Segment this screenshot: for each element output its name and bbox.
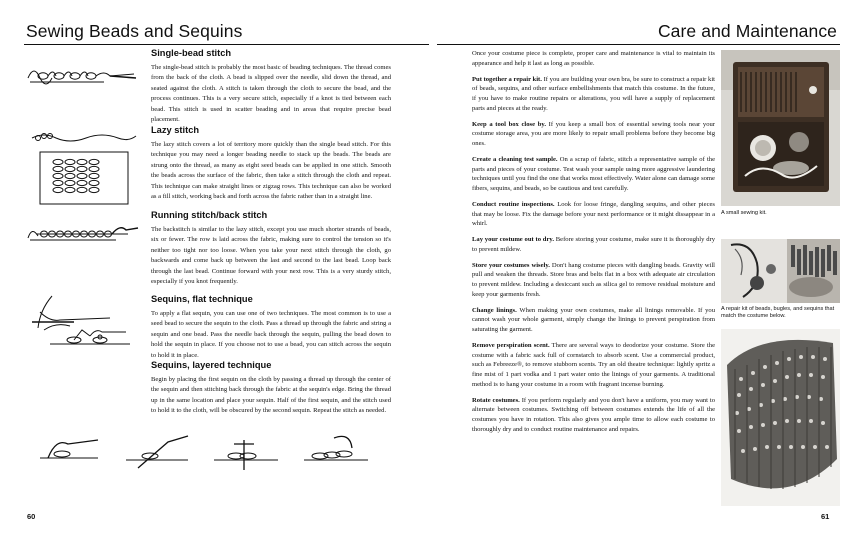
tip-paragraph [472, 341, 715, 390]
tip-lead: Change linings. [472, 306, 517, 314]
tip-lead: Keep a tool box close by. [472, 120, 546, 128]
tip-paragraph [472, 306, 715, 335]
layered-sequin-steps-illustration [38, 430, 378, 474]
tip-lead: Lay your costume out to dry. [472, 236, 554, 244]
section-lazy-stitch [151, 125, 391, 202]
tip-lead: Store your costumes wisely. [472, 261, 550, 269]
tip-lead: Remove perspiration scent. [472, 342, 550, 350]
tip-lead: Conduct routine inspections. [472, 200, 555, 208]
tip-paragraph [472, 75, 715, 114]
section-body: To apply a flat sequin, you can use one of two techniques. The most common is to use a seed bead to secure the sequin to the cloth. Pass a thread up through the fabric and string a sequin and one bead. Pass the needle back through the sequin, pulling the bead down to hold the sequin in place. If you choose not to use a bead, you can stitch across the sequin to hold it in place. [151, 310, 391, 359]
section-body: Begin by placing the first sequin on the cloth by passing a thread up through the center of the sequin and then stitching back through the fabric at the sequin's edge. Bring the thread up in the same location and place your sequin. Half of the first sequin, and the stitch used to hold it to the cloth, will be obscured by the second sequin. Repeat the stitch as needed. [151, 376, 391, 415]
photo-caption: A small sewing kit. [721, 210, 767, 216]
tip-paragraph [472, 155, 715, 194]
repair-kit-photo [721, 239, 840, 303]
left-page-number: 60 [27, 512, 36, 521]
tip-text: On a scrap of fabric, stitch a representative sample of the parts and pieces of your costume. Test wash your sample using more aggressive laundering techniques until you find the one that works most effectively. Water alone can damage some fibers, sequins, and beads, so be cautious and test carefully. [472, 155, 715, 192]
tip-lead: Create a cleaning test sample. [472, 155, 558, 163]
care-maintenance-column [472, 49, 715, 441]
tip-paragraph [472, 261, 715, 300]
tip-text: If you perform regularly and you don't have a uniform, you may want to alternate between costumes. Switching off between costumes extends the life of all the costumes you have in rotation. This also gives you ample time to allow each costume to thoroughly dry and to conduct routine maintenance and repairs. [472, 396, 716, 433]
section-sequins-flat [151, 294, 391, 361]
section-heading: Running stitch/back stitch [151, 210, 268, 220]
tip-paragraph [472, 396, 715, 435]
section-heading: Sequins, layered technique [151, 360, 272, 370]
tip-lead: Put together a repair kit. [472, 75, 542, 83]
section-body: The backstitch is similar to the lazy stitch, except you use much shorter strands of beads, six or fewer. The row is laid across the fabric, making sure to control the tension so it's neither too tight nor too loose. When you take your next stitch through the cloth, go backwards and come back up between the last and second to the last bead. Loop back through the last bead. Continue forward with your next row. This is a very sturdy stitch, especially if you knot frequently. [151, 226, 391, 286]
beaded-costume-photo [721, 329, 840, 506]
section-sequins-layered [151, 360, 391, 417]
right-page-number: 61 [821, 512, 830, 521]
tip-paragraph [472, 120, 715, 149]
right-page-title: Care and Maintenance [657, 21, 837, 41]
tip-text: If you keep a small box of essential sewing tools near your costume storage area, you are more likely to repair small problems before they become big ones. [472, 120, 715, 147]
tip-text: If you are building your own bra, be sure to construct a repair kit of beads, sequins, and other surface embellishments that match this costume. In the future, if you have to make routine repairs or alterations, you will have a supply of replacement parts and pieces at the ready. [472, 75, 715, 112]
section-body: The lazy stitch covers a lot of territory more quickly than the single bead stitch. For this technique you may need a longer beading needle to stack up the beads. The beads are strung onto the thread, as many as eight seed beads can be applied in one stitch. Smooth the beads across the surface of the fabric, then take a stitch through the cloth and repeat. This technique can make straight lines or zigzag rows. This technique can also be worked as a fill stitch, working back and forth across the fabric rather than in a straight line. [151, 141, 391, 201]
tip-text: Don't hang costume pieces with dangling beads. Gravity will pull and weaken the threads. Store bras and belts flat in a box with adequate air circulation to prevent mildew. Including a desiccant such as silica gel to remove residual moisture and keep your garments fresh. [472, 261, 715, 298]
running-back-stitch-illustration [26, 220, 142, 250]
tip-paragraph [472, 200, 715, 229]
single-bead-stitch-illustration [26, 62, 142, 92]
section-heading: Single-bead stitch [151, 48, 232, 58]
tip-lead: Rotate costumes. [472, 396, 520, 404]
section-body: The single-bead stitch is probably the most basic of beading techniques. The thread comes from the back of the cloth. A bead is slipped over the needle, slid down the thread, and seated against the cloth. A stitch is taken through the cloth to secure the bead, and the process continues. This is a very secure stitch, especially if a knot is tied between each bead. This stitch is used in scatter beading and in areas that require precise bead placement. [151, 64, 391, 124]
left-page-title: Sewing Beads and Sequins [26, 21, 243, 41]
tip-text: When making your own costumes, make all linings removable. If you cannot wash your whole garment, simply change the linings to prevent perspiration from saturating the garment. [472, 306, 716, 334]
lazy-stitch-illustration [30, 130, 140, 210]
tip-text: Before storing your costume, make sure it is thoroughly dry to prevent mildew. [472, 236, 716, 253]
right-title-rule [437, 44, 840, 45]
flat-sequin-illustration [30, 292, 140, 354]
sewing-kit-photo [721, 50, 840, 206]
section-running-back-stitch [151, 210, 391, 287]
section-heading: Lazy stitch [151, 125, 200, 135]
section-heading: Sequins, flat technique [151, 294, 253, 304]
section-single-bead [151, 48, 391, 125]
photo-caption: A repair kit of beads, bugles, and sequins that match the costume below. [721, 306, 835, 320]
tip-text: There are several ways to deodorize your costume. Store the costume with a fabric sack full of cornstarch to absorb scent. Use a commercial product, such as Febreeze®, to remove stubborn scents. Try an old theatre technique: lightly spritz a fine mist of 1 part vodka and 1 part water onto the linings of your garments. A traditional method is to hang your costume in a room with fragrant incense burning. [472, 342, 715, 388]
intro-paragraph: Once your costume piece is complete, proper care and maintenance is vital to maintain its appearance and help it last as long as possible. [472, 50, 715, 67]
left-title-rule [24, 44, 429, 45]
tip-paragraph [472, 235, 715, 254]
tip-text: Look for loose fringe, dangling sequins, and other pieces that may be loose. Fix the damage before your next performance or it might dissappear in a whirl. [472, 200, 715, 228]
